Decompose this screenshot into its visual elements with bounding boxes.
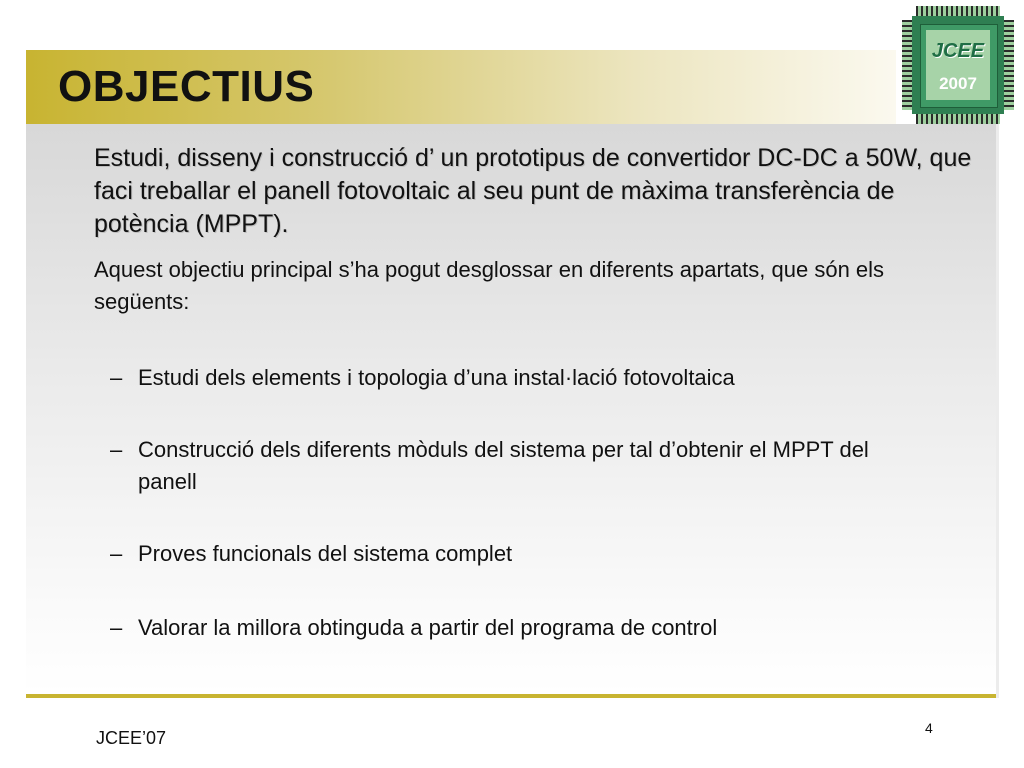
list-item [110,612,898,644]
chip-pins-top [916,6,1000,16]
bullet-text: Construcció dels diferents mòduls del sistema per tal d’obtenir el MPPT del panell [138,437,869,494]
chip-pins-left [902,20,912,110]
bullet-text: Valorar la millora obtinguda a partir del programa de control [138,615,718,640]
sub-objective-text: Aquest objectiu principal s’ha pogut desglossar en diferents apartats, que són els següents: [94,257,885,314]
bullet-dash: – [110,437,123,462]
content-bottom-border [26,694,996,698]
bullet-text: Estudi dels elements i topologia d’una instal·lació fotovoltaica [138,365,735,390]
logo-year-text: 2007 [939,74,977,93]
content-shadow [996,124,999,698]
list-item [110,538,898,570]
jcee-logo [902,6,1014,124]
bullet-dash: – [110,541,123,566]
main-objective-text: Estudi, disseny i construcció d’ un prototipus de convertidor DC-DC a 50W, que faci treballar el panell fotovoltaic al seu punt de màxima transferència de potència (MPPT). [94,144,972,238]
slide-title: OBJECTIUS [58,62,315,111]
chip-pins-bottom [916,114,1000,124]
logo-brand-text: JCEE [931,40,985,62]
chip-pins-right [1004,20,1014,110]
page-number: 4 [925,720,933,736]
bullet-text: Proves funcionals del sistema complet [138,541,513,566]
footer-label: JCEE’07 [96,728,167,748]
bullet-dash: – [110,615,123,640]
bullet-dash: – [110,365,123,390]
list-item [110,434,898,498]
list-item [110,362,898,394]
